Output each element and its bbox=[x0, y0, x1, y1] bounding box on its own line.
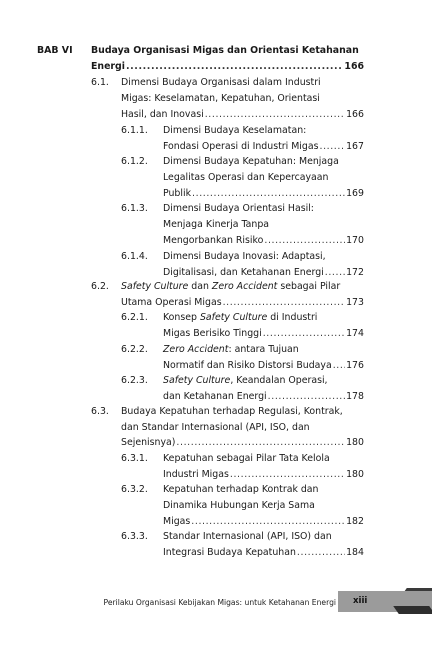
toc-entry-6-1-4[interactable] bbox=[163, 267, 364, 279]
entry-number: 6.1. bbox=[91, 77, 109, 88]
leader-dots bbox=[297, 547, 345, 559]
entry-text: Dinamika Hubungan Kerja Sama bbox=[163, 500, 315, 511]
entry-page: 167 bbox=[346, 141, 364, 152]
entry-number: 6.1.2. bbox=[121, 156, 148, 167]
toc-entry-6-2-1[interactable] bbox=[163, 328, 364, 340]
entry-number: 6.1.1. bbox=[121, 125, 148, 136]
entry-text: Mengorbankan Risiko bbox=[163, 235, 264, 246]
entry-text: Digitalisasi, dan Ketahanan Energi bbox=[163, 267, 324, 278]
footer-page-number: xiii bbox=[353, 596, 368, 606]
toc-entry-6-2-2[interactable] bbox=[163, 360, 364, 372]
leader-dots bbox=[223, 297, 346, 309]
toc-entry-6-2[interactable] bbox=[121, 297, 364, 309]
entry-number: 6.2. bbox=[91, 281, 109, 292]
leader-dots bbox=[230, 469, 345, 481]
entry-number: 6.2.2. bbox=[121, 344, 148, 355]
leader-dots bbox=[126, 61, 343, 73]
leader-dots bbox=[333, 360, 345, 372]
entry-page: 169 bbox=[346, 188, 364, 199]
entry-number: 6.3.1. bbox=[121, 453, 148, 464]
entry-number: 6.3.3. bbox=[121, 531, 148, 542]
toc-entry-6-3-1[interactable] bbox=[163, 469, 364, 481]
leader-dots bbox=[191, 516, 345, 528]
entry-page: 172 bbox=[346, 267, 364, 278]
entry-text: Industri Migas bbox=[163, 469, 229, 480]
entry-text: Sejenisnya) bbox=[121, 437, 176, 448]
toc-entry-6-1-3[interactable] bbox=[163, 235, 364, 247]
toc-entry-6-2-3[interactable] bbox=[163, 391, 364, 403]
footer-tab-accent-lower bbox=[393, 606, 432, 614]
leader-dots bbox=[325, 267, 345, 279]
leader-dots bbox=[176, 437, 345, 449]
entry-text: Utama Operasi Migas bbox=[121, 297, 222, 308]
entry-text: dan Standar Internasional (API, ISO, dan bbox=[121, 422, 310, 433]
toc-entry-6-3-2[interactable] bbox=[163, 516, 364, 528]
entry-text: Legalitas Operasi dan Kepercayaan bbox=[163, 172, 329, 183]
leader-dots bbox=[205, 109, 345, 121]
entry-page: 176 bbox=[346, 360, 364, 371]
leader-dots bbox=[319, 141, 345, 153]
chapter-page: 166 bbox=[344, 61, 364, 72]
toc-entry-6-1[interactable] bbox=[121, 109, 364, 121]
entry-page: 178 bbox=[346, 391, 364, 402]
entry-number: 6.1.3. bbox=[121, 203, 148, 214]
entry-text: dan Ketahanan Energi bbox=[163, 391, 267, 402]
entry-text: Zero Accident: antara Tujuan bbox=[163, 344, 299, 355]
entry-page: 174 bbox=[346, 328, 364, 339]
leader-dots bbox=[268, 391, 345, 403]
chapter-title-text: Energi bbox=[91, 61, 125, 72]
chapter-title-line2[interactable] bbox=[91, 61, 364, 73]
entry-number: 6.2.1. bbox=[121, 312, 148, 323]
entry-page: 184 bbox=[346, 547, 364, 558]
entry-page: 180 bbox=[346, 437, 364, 448]
entry-text: Migas bbox=[163, 516, 191, 527]
toc-entry-6-1-1[interactable] bbox=[163, 141, 364, 153]
entry-number: 6.2.3. bbox=[121, 375, 148, 386]
entry-text: Budaya Kepatuhan terhadap Regulasi, Kontrak, bbox=[121, 406, 343, 417]
entry-text: Safety Culture dan Zero Accident sebagai Pilar bbox=[121, 281, 341, 292]
entry-text: Normatif dan Risiko Distorsi Budaya bbox=[163, 360, 332, 371]
entry-text: Standar Internasional (API, ISO) dan bbox=[163, 531, 332, 542]
entry-text: Konsep Safety Culture di Industri bbox=[163, 312, 318, 323]
entry-text: Dimensi Budaya Organisasi dalam Industri bbox=[121, 77, 321, 88]
entry-text: Menjaga Kinerja Tanpa bbox=[163, 219, 270, 230]
toc-entry-6-3[interactable] bbox=[121, 437, 364, 449]
leader-dots bbox=[264, 235, 345, 247]
entry-text: Dimensi Budaya Orientasi Hasil: bbox=[163, 203, 314, 214]
toc-entry-6-1-2[interactable] bbox=[163, 188, 364, 200]
footer-book-title: Perilaku Organisasi Kebijakan Migas: untuk Ketahanan Energi bbox=[103, 598, 336, 607]
entry-text: Hasil, dan Inovasi bbox=[121, 109, 204, 120]
entry-text: Migas: Keselamatan, Kepatuhan, Orientasi bbox=[121, 93, 320, 104]
entry-page: 180 bbox=[346, 469, 364, 480]
leader-dots bbox=[263, 328, 345, 340]
entry-text: Fondasi Operasi di Industri Migas bbox=[163, 141, 319, 152]
entry-text: Integrasi Budaya Kepatuhan bbox=[163, 547, 296, 558]
entry-text: Publik bbox=[163, 188, 192, 199]
leader-dots bbox=[192, 188, 345, 200]
entry-page: 166 bbox=[346, 109, 364, 120]
entry-text: Dimensi Budaya Kepatuhan: Menjaga bbox=[163, 156, 339, 167]
toc-entry-6-3-3[interactable] bbox=[163, 547, 364, 559]
entry-page: 173 bbox=[346, 297, 364, 308]
entry-text: Dimensi Budaya Keselamatan: bbox=[163, 125, 307, 136]
entry-number: 6.3.2. bbox=[121, 484, 148, 495]
entry-number: 6.3. bbox=[91, 406, 109, 417]
chapter-title-line1: Budaya Organisasi Migas dan Orientasi Ketahanan bbox=[91, 45, 359, 56]
entry-text: Dimensi Budaya Inovasi: Adaptasi, bbox=[163, 251, 326, 262]
entry-number: 6.1.4. bbox=[121, 251, 148, 262]
entry-text: Migas Berisiko Tinggi bbox=[163, 328, 262, 339]
entry-text: Kepatuhan terhadap Kontrak dan bbox=[163, 484, 319, 495]
entry-page: 182 bbox=[346, 516, 364, 527]
entry-page: 170 bbox=[346, 235, 364, 246]
entry-text: Safety Culture, Keandalan Operasi, bbox=[163, 375, 328, 386]
entry-text: Kepatuhan sebagai Pilar Tata Kelola bbox=[163, 453, 330, 464]
chapter-label: BAB VI bbox=[37, 45, 73, 56]
